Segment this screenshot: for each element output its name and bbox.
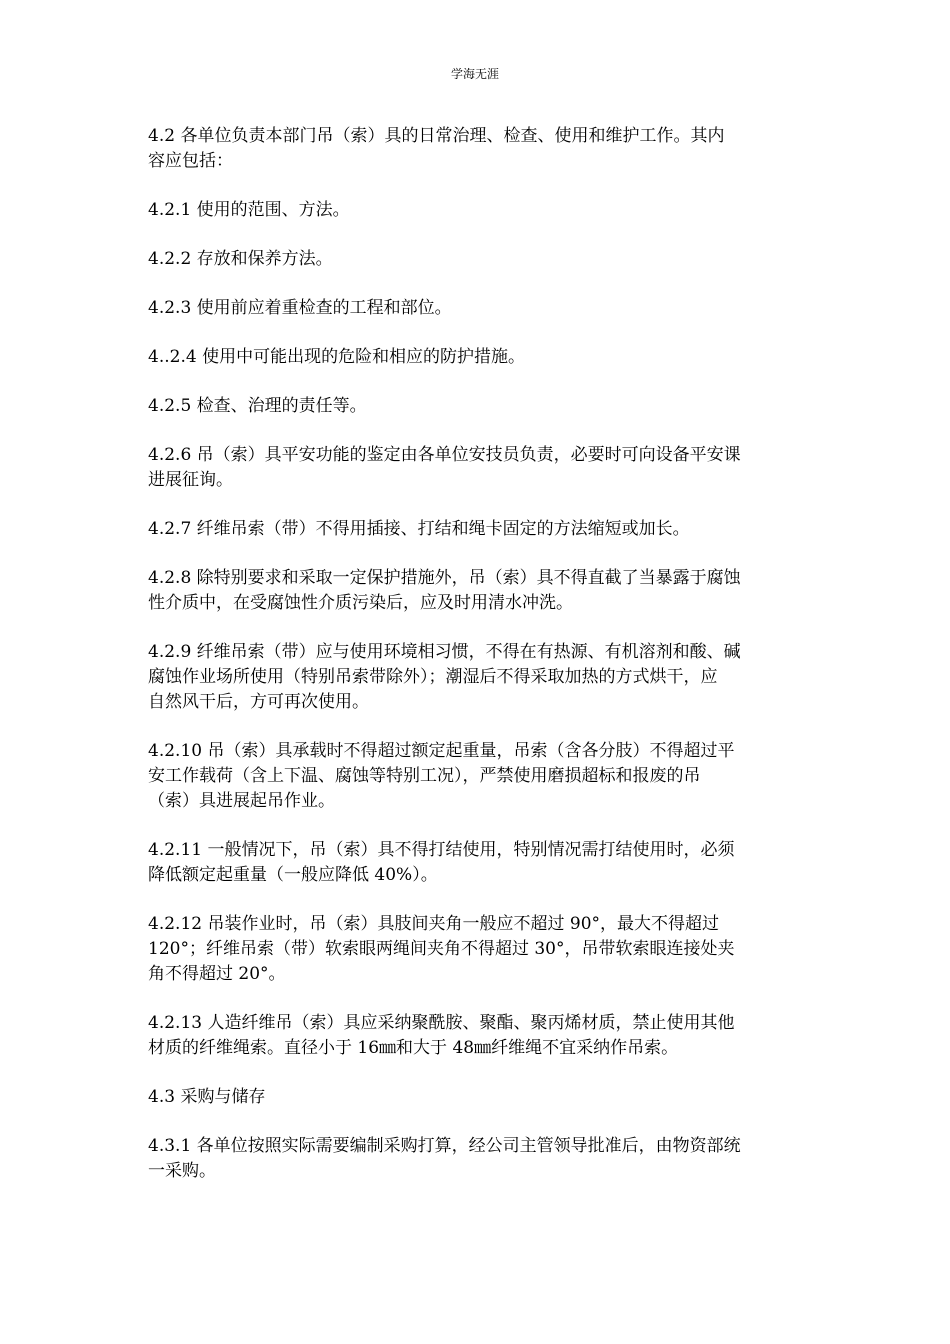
paragraph-4-2-4: 4..2.4 使用中可能出现的危险和相应的防护措施。 <box>148 347 526 367</box>
paragraph-4-2-5: 4.2.5 检查、治理的责任等。 <box>148 396 367 416</box>
document-body <box>148 124 808 1208</box>
paragraph-4-2-6: 4.2.6 吊（索）具平安功能的鉴定由各单位安技员负责，必要时可向设备平安课 进展征询。 <box>148 445 741 490</box>
section-heading-4-3: 4.3 采购与储存 <box>148 1087 266 1107</box>
paragraph-4-2-10: 4.2.10 吊（索）具承载时不得超过额定起重量，吊索（含各分肢）不得超过平 安工作载荷（含上下温、腐蚀等特别工况），严禁使用磨损超标和报废的吊 （索）具进展起吊作业。 <box>148 741 735 811</box>
paragraph-4-2-1: 4.2.1 使用的范围、方法。 <box>148 200 350 220</box>
paragraph-4-2-12: 4.2.12 吊装作业时，吊（索）具肢间夹角一般应不超过 90°，最大不得超过 120°；纤维吊索（带）软索眼两绳间夹角不得超过 30°，吊带软索眼连接处夹 角不得超过 20°。 <box>148 914 735 984</box>
paragraph-4-2-8: 4.2.8 除特别要求和采取一定保护措施外，吊（索）具不得直截了当暴露于腐蚀 性介质中，在受腐蚀性介质污染后，应及时用清水冲洗。 <box>148 568 741 613</box>
paragraph-4-2: 4.2 各单位负责本部门吊（索）具的日常治理、检查、使用和维护工作。其内 容应包括： <box>148 126 725 171</box>
paragraph-4-2-2: 4.2.2 存放和保养方法。 <box>148 249 333 269</box>
paragraph-4-2-11: 4.2.11 一般情况下，吊（索）具不得打结使用，特别情况需打结使用时，必须 降低额定起重量（一般应降低 40%）。 <box>148 840 735 885</box>
paragraph-4-2-7: 4.2.7 纤维吊索（带）不得用插接、打结和绳卡固定的方法缩短或加长。 <box>148 519 690 539</box>
paragraph-4-2-9: 4.2.9 纤维吊索（带）应与使用环境相习惯，不得在有热源、有机溶剂和酸、碱 腐蚀作业场所使用（特别吊索带除外）；潮湿后不得采取加热的方式烘干，应 自然风干后，方可再次使用。 <box>148 642 741 712</box>
page-header: 学海无涯 <box>450 67 499 81</box>
paragraph-4-2-13: 4.2.13 人造纤维吊（索）具应采纳聚酰胺、聚酯、聚丙烯材质，禁止使用其他 材质的纤维绳索。直径小于 16㎜和大于 48㎜纤维绳不宜采纳作吊索。 <box>148 1013 735 1058</box>
paragraph-4-2-3: 4.2.3 使用前应着重检查的工程和部位。 <box>148 298 452 318</box>
paragraph-4-3-1: 4.3.1 各单位按照实际需要编制采购打算，经公司主管领导批准后，由物资部统 一采购。 <box>148 1136 741 1181</box>
